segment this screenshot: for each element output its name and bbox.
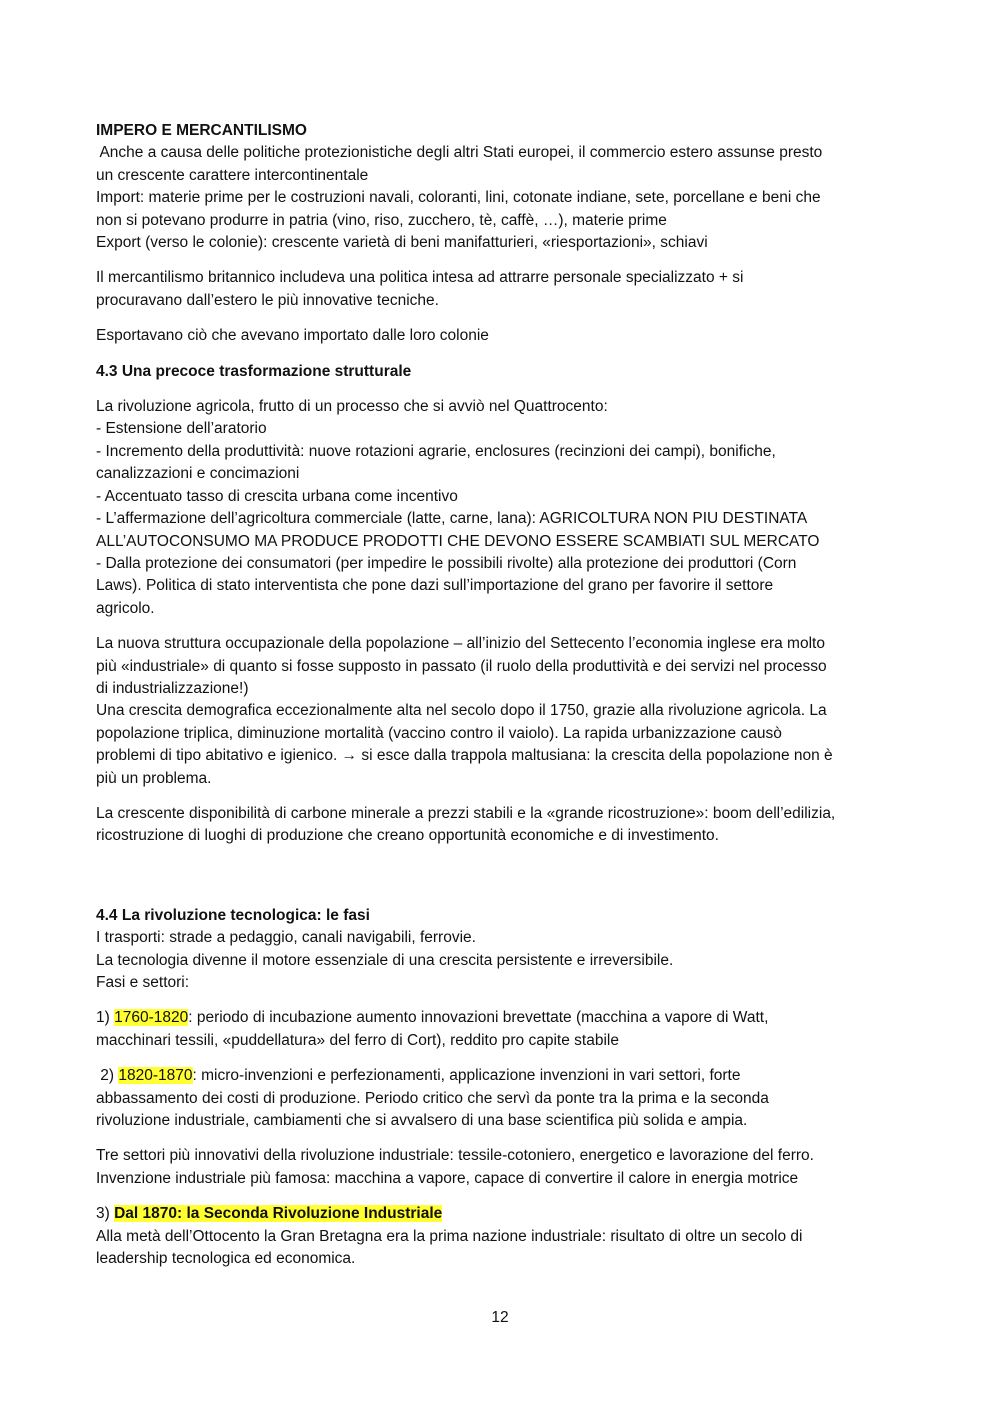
phase-number: 2) bbox=[96, 1067, 119, 1085]
text-line: di industrializzazione!) bbox=[96, 679, 249, 697]
text-line: rivoluzione industriale, cambiamenti che si avvalsero di una base scientifica più solida e ampia. bbox=[96, 1112, 748, 1130]
text-line: un crescente carattere intercontinentale bbox=[96, 166, 369, 184]
text-line: Tre settori più innovativi della rivoluzione industriale: tessile-cotoniero, energetico e lavorazione del ferro. bbox=[96, 1147, 814, 1165]
list-item: - L’affermazione dell’agricoltura commerciale (latte, carne, lana): AGRICOLTURA NON PIU DESTINATA bbox=[96, 510, 808, 528]
text-line bbox=[96, 1203, 908, 1225]
document-page bbox=[96, 120, 908, 1283]
text-line: procuravano dall’estero le più innovative tecniche. bbox=[96, 291, 439, 309]
list-item: - Incremento della produttività: nuove rotazioni agrarie, enclosures (recinzioni dei campi), bonifiche, bbox=[96, 442, 776, 460]
section-title-trasformazione: 4.3 Una precoce trasformazione strutturale bbox=[96, 362, 412, 380]
text-line: abbassamento dei costi di produzione. Periodo critico che servì da ponte tra la prima e la seconda bbox=[96, 1089, 769, 1107]
page-number: 12 bbox=[491, 1309, 509, 1326]
paragraph bbox=[96, 927, 908, 994]
section-heading bbox=[96, 361, 908, 383]
phase-number: 3) bbox=[96, 1205, 115, 1223]
section-heading bbox=[96, 905, 908, 927]
phase-1 bbox=[96, 1007, 908, 1052]
text-line: Il mercantilismo britannico includeva una politica intesa ad attrarre personale specializzato + si bbox=[96, 269, 744, 287]
text-line: ALL’AUTOCONSUMO MA PRODUCE PRODOTTI CHE DEVONO ESSERE SCAMBIATI SUL MERCATO bbox=[96, 532, 820, 550]
text-line: I trasporti: strade a pedaggio, canali navigabili, ferrovie. bbox=[96, 929, 476, 947]
text-line: Esportavano ciò che avevano importato dalle loro colonie bbox=[96, 327, 489, 345]
text-line: popolazione triplica, diminuzione mortalità (vaccino contro il vaiolo). La rapida urbanizzazione causò bbox=[96, 724, 782, 742]
section-impero bbox=[96, 120, 908, 142]
text-line: Invenzione industriale più famosa: macchina a vapore, capace di convertire il calore in energia motrice bbox=[96, 1169, 799, 1187]
text-line: leadership tecnologica ed economica. bbox=[96, 1250, 356, 1268]
text-line: ricostruzione di luoghi di produzione che creano opportunità economiche e di investimento. bbox=[96, 827, 719, 845]
list-item: - Dalla protezione dei consumatori (per impedire le possibili rivolte) alla protezione dei produttori (Corn bbox=[96, 554, 797, 572]
text-line: La rivoluzione agricola, frutto di un processo che si avviò nel Quattrocento: bbox=[96, 398, 608, 416]
text-line: La crescente disponibilità di carbone minerale a prezzi stabili e la «grande ricostruzione»: boom dell’edilizia, bbox=[96, 804, 836, 822]
paragraph bbox=[96, 396, 908, 620]
blank-space bbox=[96, 861, 908, 905]
phase-3 bbox=[96, 1203, 908, 1270]
list-item: - Accentuato tasso di crescita urbana come incentivo bbox=[96, 487, 458, 505]
phase-number: 1) bbox=[96, 1009, 115, 1027]
text-line: problemi di tipo abitativo e igienico. → si esce dalla trappola maltusiana: la crescita della popolazione non è bbox=[96, 747, 833, 765]
paragraph bbox=[96, 803, 908, 848]
phase-2 bbox=[96, 1065, 908, 1132]
text-line: canalizzazioni e concimazioni bbox=[96, 465, 300, 483]
highlighted-period: 1820-1870 bbox=[118, 1067, 193, 1085]
text-line: agricolo. bbox=[96, 599, 155, 617]
text-line: Import: materie prime per le costruzioni navali, coloranti, lini, cotonate indiane, sete, porcellane e beni che bbox=[96, 189, 821, 207]
highlighted-phase-title: Dal 1870: la Seconda Rivoluzione Industriale bbox=[114, 1205, 443, 1223]
section-title-impero: IMPERO E MERCANTILISMO bbox=[96, 122, 307, 139]
highlighted-period: 1760-1820 bbox=[114, 1009, 189, 1027]
text-line: Fasi e settori: bbox=[96, 974, 190, 991]
text-line: Laws). Politica di stato interventista che pone dazi sull’importazione del grano per favorire il settore bbox=[96, 577, 774, 595]
list-item: - Estensione dell’aratorio bbox=[96, 420, 267, 438]
paragraph bbox=[96, 1145, 908, 1190]
text-line: più un problema. bbox=[96, 769, 212, 787]
text-line: macchinari tessili, «puddellatura» del ferro di Cort), reddito pro capite stabile bbox=[96, 1031, 619, 1049]
text-line: non si potevano produrre in patria (vino, riso, zucchero, tè, caffè, …), materie prime bbox=[96, 211, 667, 229]
phase-text: : periodo di incubazione aumento innovazioni brevettate (macchina a vapore di Watt, bbox=[188, 1009, 769, 1027]
paragraph bbox=[96, 142, 908, 254]
text-line bbox=[96, 1065, 908, 1087]
text-line: Alla metà dell’Ottocento la Gran Bretagna era la prima nazione industriale: risultato di oltre un secolo di bbox=[96, 1227, 803, 1245]
text-line: più «industriale» di quanto si fosse supposto in passato (il ruolo della produttività e dei servizi nel processo bbox=[96, 657, 827, 675]
text-line: Anche a causa delle politiche protezionistiche degli altri Stati europei, il commercio estero assunse presto bbox=[96, 144, 823, 162]
paragraph bbox=[96, 267, 908, 312]
text-line: Una crescita demografica eccezionalmente alta nel secolo dopo il 1750, grazie alla rivoluzione agricola. La bbox=[96, 702, 827, 720]
section-title-rivoluzione-tecnologica: 4.4 La rivoluzione tecnologica: le fasi bbox=[96, 906, 370, 924]
text-line: La tecnologia divenne il motore essenziale di una crescita persistente e irreversibile. bbox=[96, 951, 674, 969]
text-line: Export (verso le colonie): crescente varietà di beni manifatturieri, «riesportazioni», schiavi bbox=[96, 234, 708, 252]
paragraph bbox=[96, 325, 908, 347]
phase-text: : micro-invenzioni e perfezionamenti, applicazione invenzioni in vari settori, forte bbox=[192, 1067, 741, 1085]
text-line bbox=[96, 1007, 908, 1029]
text-line: La nuova struttura occupazionale della popolazione – all’inizio del Settecento l’economia inglese era molto bbox=[96, 635, 825, 653]
paragraph bbox=[96, 633, 908, 790]
